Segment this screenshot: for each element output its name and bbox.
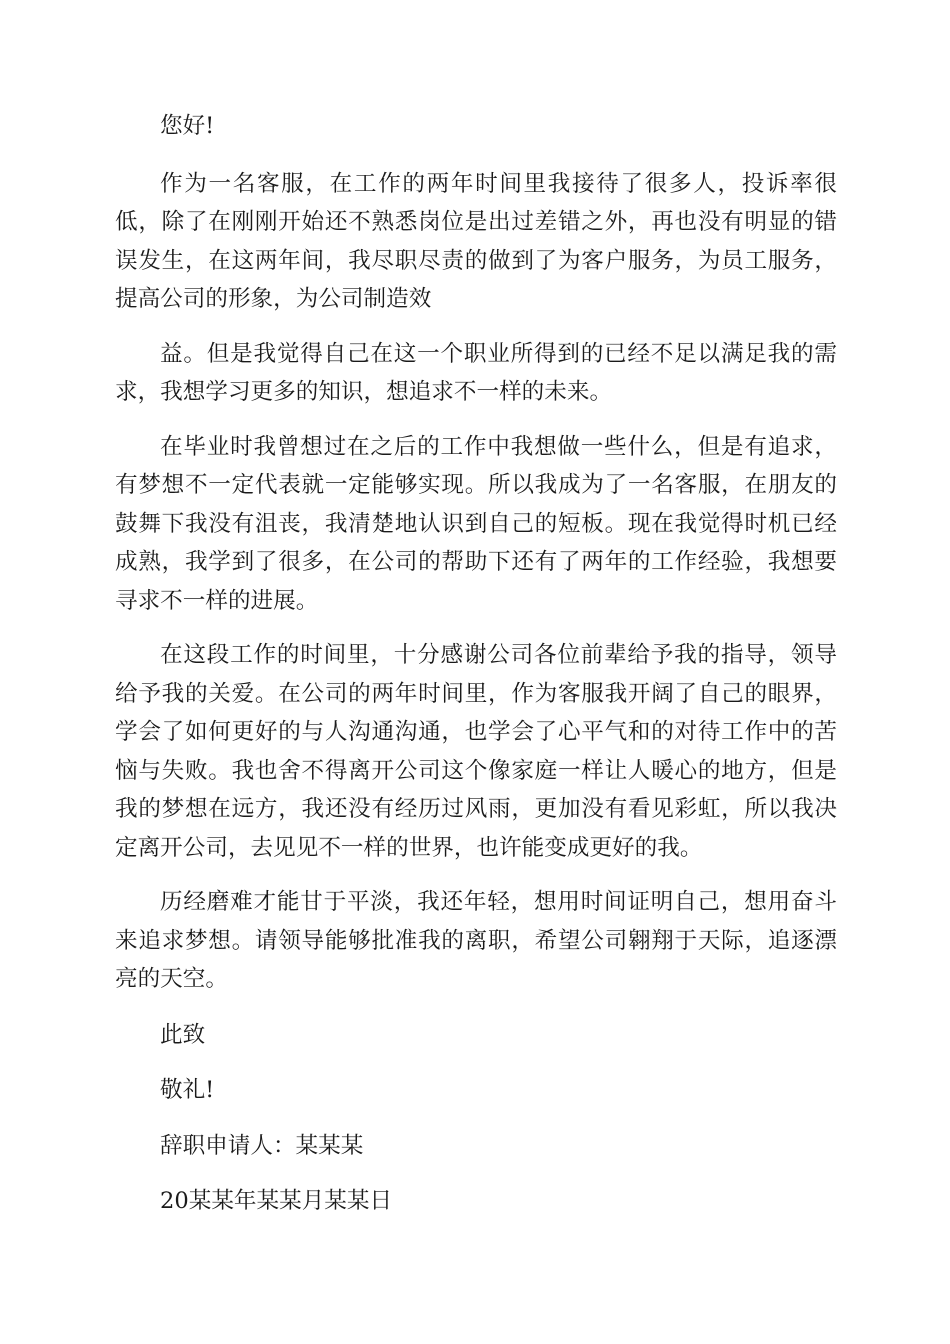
closing-line-2: 敬礼!: [160, 1077, 215, 1103]
paragraph-2: 益。但是我觉得自己在这一个职业所得到的已经不足以满足我的需求，我想学习更多的知识，想追求不一样的未来。: [115, 340, 837, 405]
closing-line-1: 此致: [160, 1021, 206, 1048]
paragraph-3: 在毕业时我曾想过在之后的工作中我想做一些什么，但是有追求，有梦想不一定代表就一定能够实现。所以我成为了一名客服，在朋友的鼓舞下我没有沮丧，我清楚地认识到自己的短板。现在我觉得时机已经成熟，我学到了很多，在公司的帮助下还有了两年的工作经验，我想要寻求不一样的进展。: [115, 433, 837, 614]
signature-line: 辞职申请人：某某某: [160, 1132, 364, 1159]
paragraph-1: 作为一名客服，在工作的两年时间里我接待了很多人，投诉率很低，除了在刚刚开始还不熟悉岗位是出过差错之外，再也没有明显的错误发生，在这两年间，我尽职尽责的做到了为客户服务，为员工服务，提高公司的形象，为公司制造效: [115, 170, 837, 312]
paragraph-4: 在这段工作的时间里，十分感谢公司各位前辈给予我的指导，领导给予我的关爱。在公司的两年时间里，作为客服我开阔了自己的眼界，学会了如何更好的与人沟通沟通，也学会了心平气和的对待工作中的苦恼与失败。我也舍不得离开公司这个像家庭一样让人暖心的地方，但是我的梦想在远方，我还没有经历过风雨，更加没有看见彩虹，所以我决定离开公司，去见见不一样的世界，也许能变成更好的我。: [115, 642, 837, 861]
paragraph-5: 历经磨难才能甘于平淡，我还年轻，想用时间证明自己，想用奋斗来追求梦想。请领导能够批准我的离职，希望公司翱翔于天际，追逐漂亮的天空。: [115, 889, 837, 992]
resignation-letter: [115, 107, 837, 1221]
date-line: 20某某年某某月某某日: [160, 1188, 393, 1214]
greeting: 您好!: [160, 113, 215, 139]
